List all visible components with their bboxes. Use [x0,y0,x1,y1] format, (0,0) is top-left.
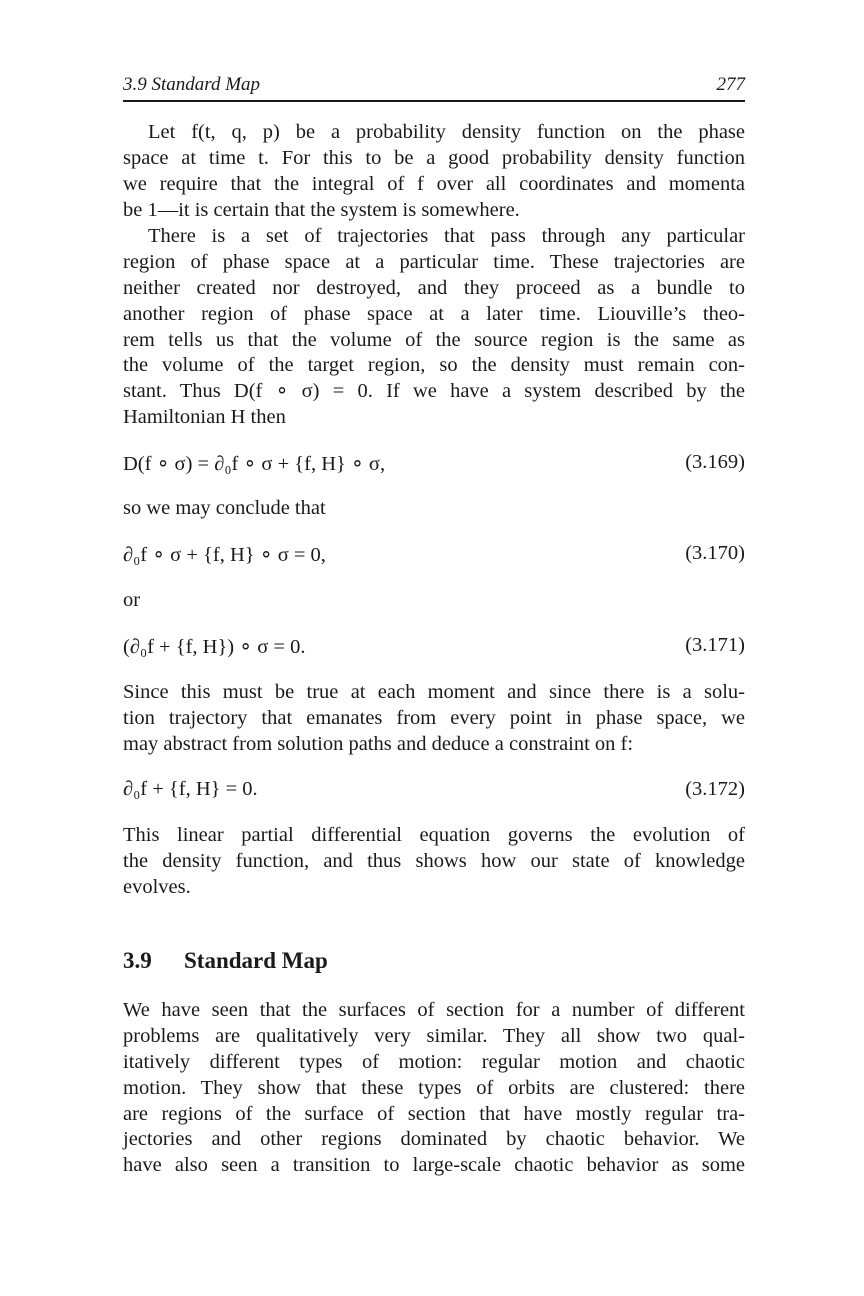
text-line: region of phase space at a particular time. These trajectories are [123,250,745,273]
equation-3-170 [123,542,745,570]
text-line: space at time t. For this to be a good probability density function [123,146,745,169]
equation-number: (3.172) [685,778,745,800]
text-line: stant. Thus D(f ∘ σ) = 0. If we have a system described by the [123,380,745,403]
text-line: There is a set of trajectories that pass through any particular [148,225,745,247]
text-line: We have seen that the surfaces of section for a number of different [123,999,745,1021]
equation-expression: ∂₀f + {f, H} = 0. [123,778,258,800]
equation-expression: ∂₀f ∘ σ + {f, H} ∘ σ = 0, [123,544,326,566]
equation-number: (3.169) [685,451,745,473]
text-line: be 1—it is certain that the system is somewhere. [123,198,520,221]
running-header [123,72,745,98]
paragraph-standard-map-intro [123,998,745,1179]
text-or: or [123,589,141,611]
text-line: have also seen a transition to large-scale chaotic behavior as some [123,1154,745,1177]
equation-3-171 [123,634,745,662]
text-line: rem tells us that the volume of the source region is the same as [123,328,745,351]
text-line: problems are qualitatively very similar. They all show two qual- [123,1024,745,1047]
text-line: tion trajectory that emanates from every point in phase space, we [123,706,745,729]
paragraph-linear-pde [123,823,745,901]
text-line: evolves. [123,875,191,898]
text-line: are regions of the surface of section that have mostly regular tra- [123,1102,745,1125]
text-line: may abstract from solution paths and deduce a constraint on f: [123,732,634,755]
text-line: This linear partial differential equation governs the evolution of [123,824,745,846]
section-title: Standard Map [184,948,328,973]
text-so-conclude: so we may conclude that [123,497,326,519]
page-number: 277 [716,74,745,95]
text-line: itatively different types of motion: regular motion and chaotic [123,1050,745,1073]
section-number: 3.9 [123,948,152,973]
text-line: neither created nor destroyed, and they proceed as a bundle to [123,276,745,299]
header-rule [123,100,745,102]
running-header-section: 3.9 Standard Map [123,74,261,95]
equation-number: (3.171) [685,634,745,656]
equation-expression: (∂₀f + {f, H}) ∘ σ = 0. [123,636,306,658]
section-heading [123,948,328,974]
equation-3-169 [123,451,745,479]
text-line: the volume of the target region, so the density must remain con- [123,354,745,377]
paragraph-probability-density [123,120,745,224]
text-line: jectories and other regions dominated by chaotic behavior. We [123,1128,745,1151]
equation-number: (3.170) [685,542,745,564]
text-line: Let f(t, q, p) be a probability density function on the phase [148,121,745,143]
equation-expression: D(f ∘ σ) = ∂₀f ∘ σ + {f, H} ∘ σ, [123,453,386,475]
text-line: another region of phase space at a later time. Liouville’s theo- [123,302,745,325]
text-line: motion. They show that these types of orbits are clustered: there [123,1076,745,1099]
text-line: we require that the integral of f over all coordinates and momenta [123,172,745,195]
paragraph-constraint [123,680,745,758]
text-line: Since this must be true at each moment and since there is a solu- [123,681,745,703]
equation-3-172 [123,778,745,806]
text-line: the density function, and thus shows how our state of knowledge [123,849,745,872]
paragraph-trajectories [123,224,745,431]
text-line: Hamiltonian H then [123,406,286,429]
